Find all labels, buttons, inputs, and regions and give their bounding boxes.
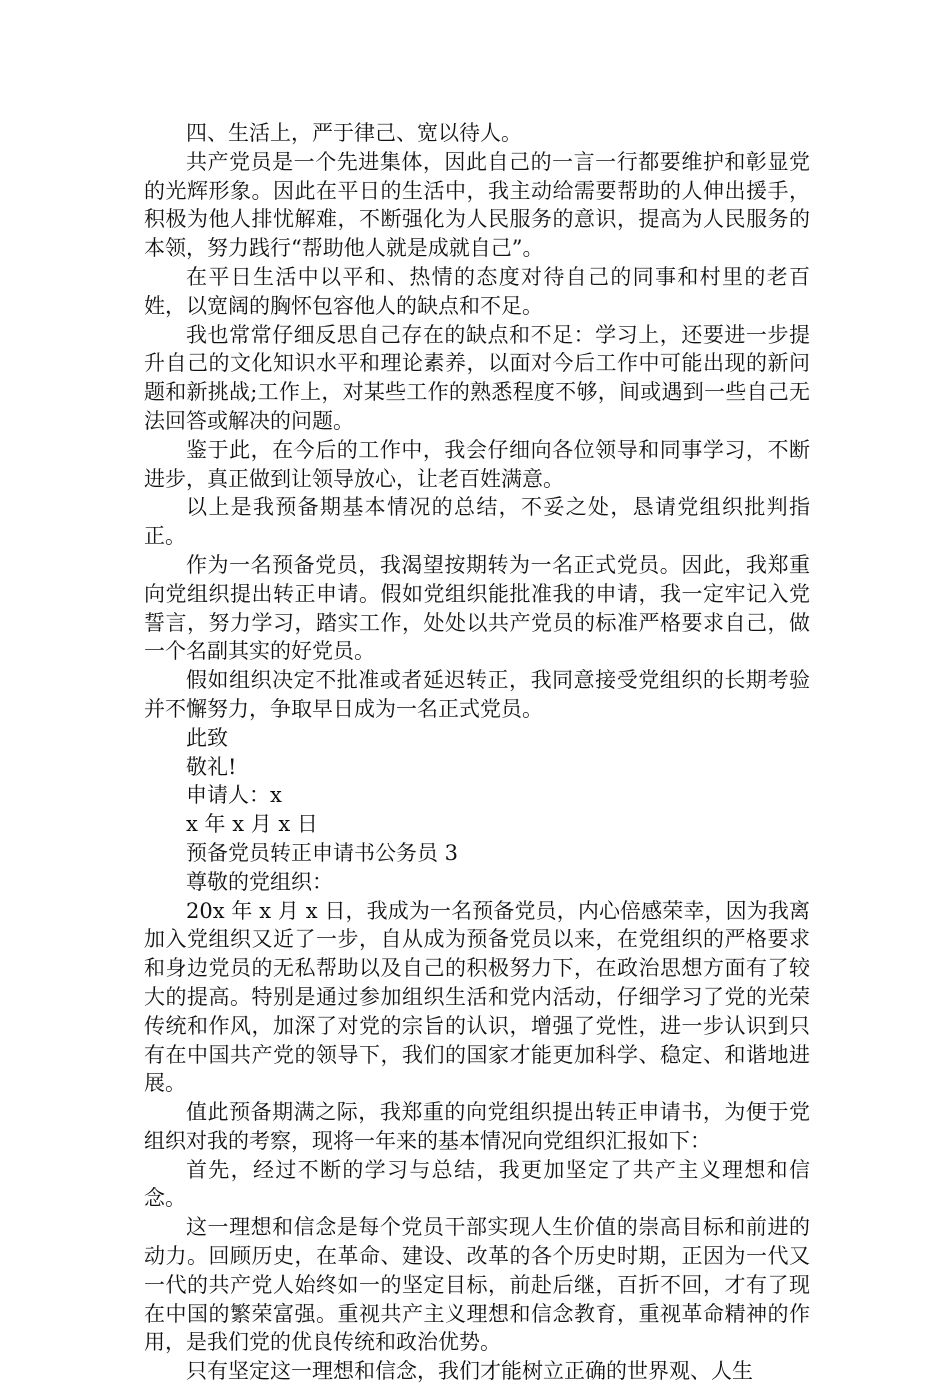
document-page	[144, 119, 810, 1386]
section-title: 预备党员转正申请书公务员 3	[186, 840, 459, 865]
paragraph-acceptance: 假如组织决定不批准或者延迟转正，我同意接受党组织的长期考验并不懈努力，争取早日成为一名正式党员。	[144, 668, 810, 721]
paragraph-life-discipline: 四、生活上，严于律己、宽以待人。	[186, 121, 522, 145]
paragraph-party-image: 共产党员是一个先进集体，因此自己的一言一行都要维护和彰显党的光辉形象。因此在平日的生活中，我主动给需要帮助的人伸出援手，积极为他人排忧解难，不断强化为人民服务的意识，提高为人民服务的本领，努力践行“帮助他人就是成就自己”。	[144, 149, 810, 261]
applicant-line: 申请人：x	[186, 783, 282, 808]
salutation: 尊敬的党组织：	[186, 869, 333, 894]
paragraph-summary: 以上是我预备期基本情况的总结，不妥之处，恳请党组织批判指正。	[144, 495, 810, 549]
closing-line-1: 此致	[186, 725, 228, 750]
paragraph-application-intro: 值此预备期满之际，我郑重的向党组织提出转正申请书，为便于党组织对我的考察，现将一年来的基本情况向党组织汇报如下：	[144, 1100, 810, 1153]
date-line: x 年 x 月 x 日	[186, 812, 318, 837]
paragraph-request: 作为一名预备党员，我渴望按期转为一名正式党员。因此，我郑重向党组织提出转正申请。假如党组织能批准我的申请，我一定牢记入党誓言，努力学习，踏实工作，处处以共产党员的标准严格要求自己，做一个名副其实的好党员。	[144, 552, 810, 664]
paragraph-ideals: 这一理想和信念是每个党员干部实现人生价值的崇高目标和前进的动力。回顾历史，在革命、建设、改革的各个历史时期，正因为一代又一代的共产党人始终如一的坚定目标，前赴后继，百折不回，才有了现在中国的繁荣富强。重视共产主义理想和信念教育，重视革命精神的作用，是我们党的优良传统和政治优势。	[144, 1215, 810, 1355]
closing-line-2: 敬礼!	[186, 754, 237, 779]
paragraph-worldview: 只有坚定这一理想和信念，我们才能树立正确的世界观、人生	[186, 1359, 753, 1384]
paragraph-improvement: 鉴于此，在今后的工作中，我会仔细向各位领导和同事学习，不断进步，真正做到让领导放心，让老百姓满意。	[144, 437, 810, 491]
paragraph-becoming-member: 20x 年 x 月 x 日，我成为一名预备党员，内心倍感荣幸，因为我离加入党组织又近了一步，自从成为预备党员以来，在党组织的严格要求和身边党员的无私帮助以及自己的积极努力下，在政治思想方面有了较大的提高。特别是通过参加组织生活和党内活动，仔细学习了党的光荣传统和作风，加深了对党的宗旨的认识，增强了党性，进一步认识到只有在中国共产党的领导下，我们的国家才能更加科学、稳定、和谐地进展。	[144, 898, 810, 1096]
paragraph-firm-belief: 首先，经过不断的学习与总结，我更加坚定了共产主义理想和信念。	[144, 1157, 810, 1211]
paragraph-shortcomings: 我也常常仔细反思自己存在的缺点和不足：学习上，还要进一步提升自己的文化知识水平和理论素养，以面对今后工作中可能出现的新问题和新挑战;工作上，对某些工作的熟悉程度不够，间或遇到一些自己无法回答或解决的问题。	[144, 322, 810, 433]
paragraph-attitude: 在平日生活中以平和、热情的态度对待自己的同事和村里的老百姓，以宽阔的胸怀包容他人的缺点和不足。	[144, 264, 810, 318]
